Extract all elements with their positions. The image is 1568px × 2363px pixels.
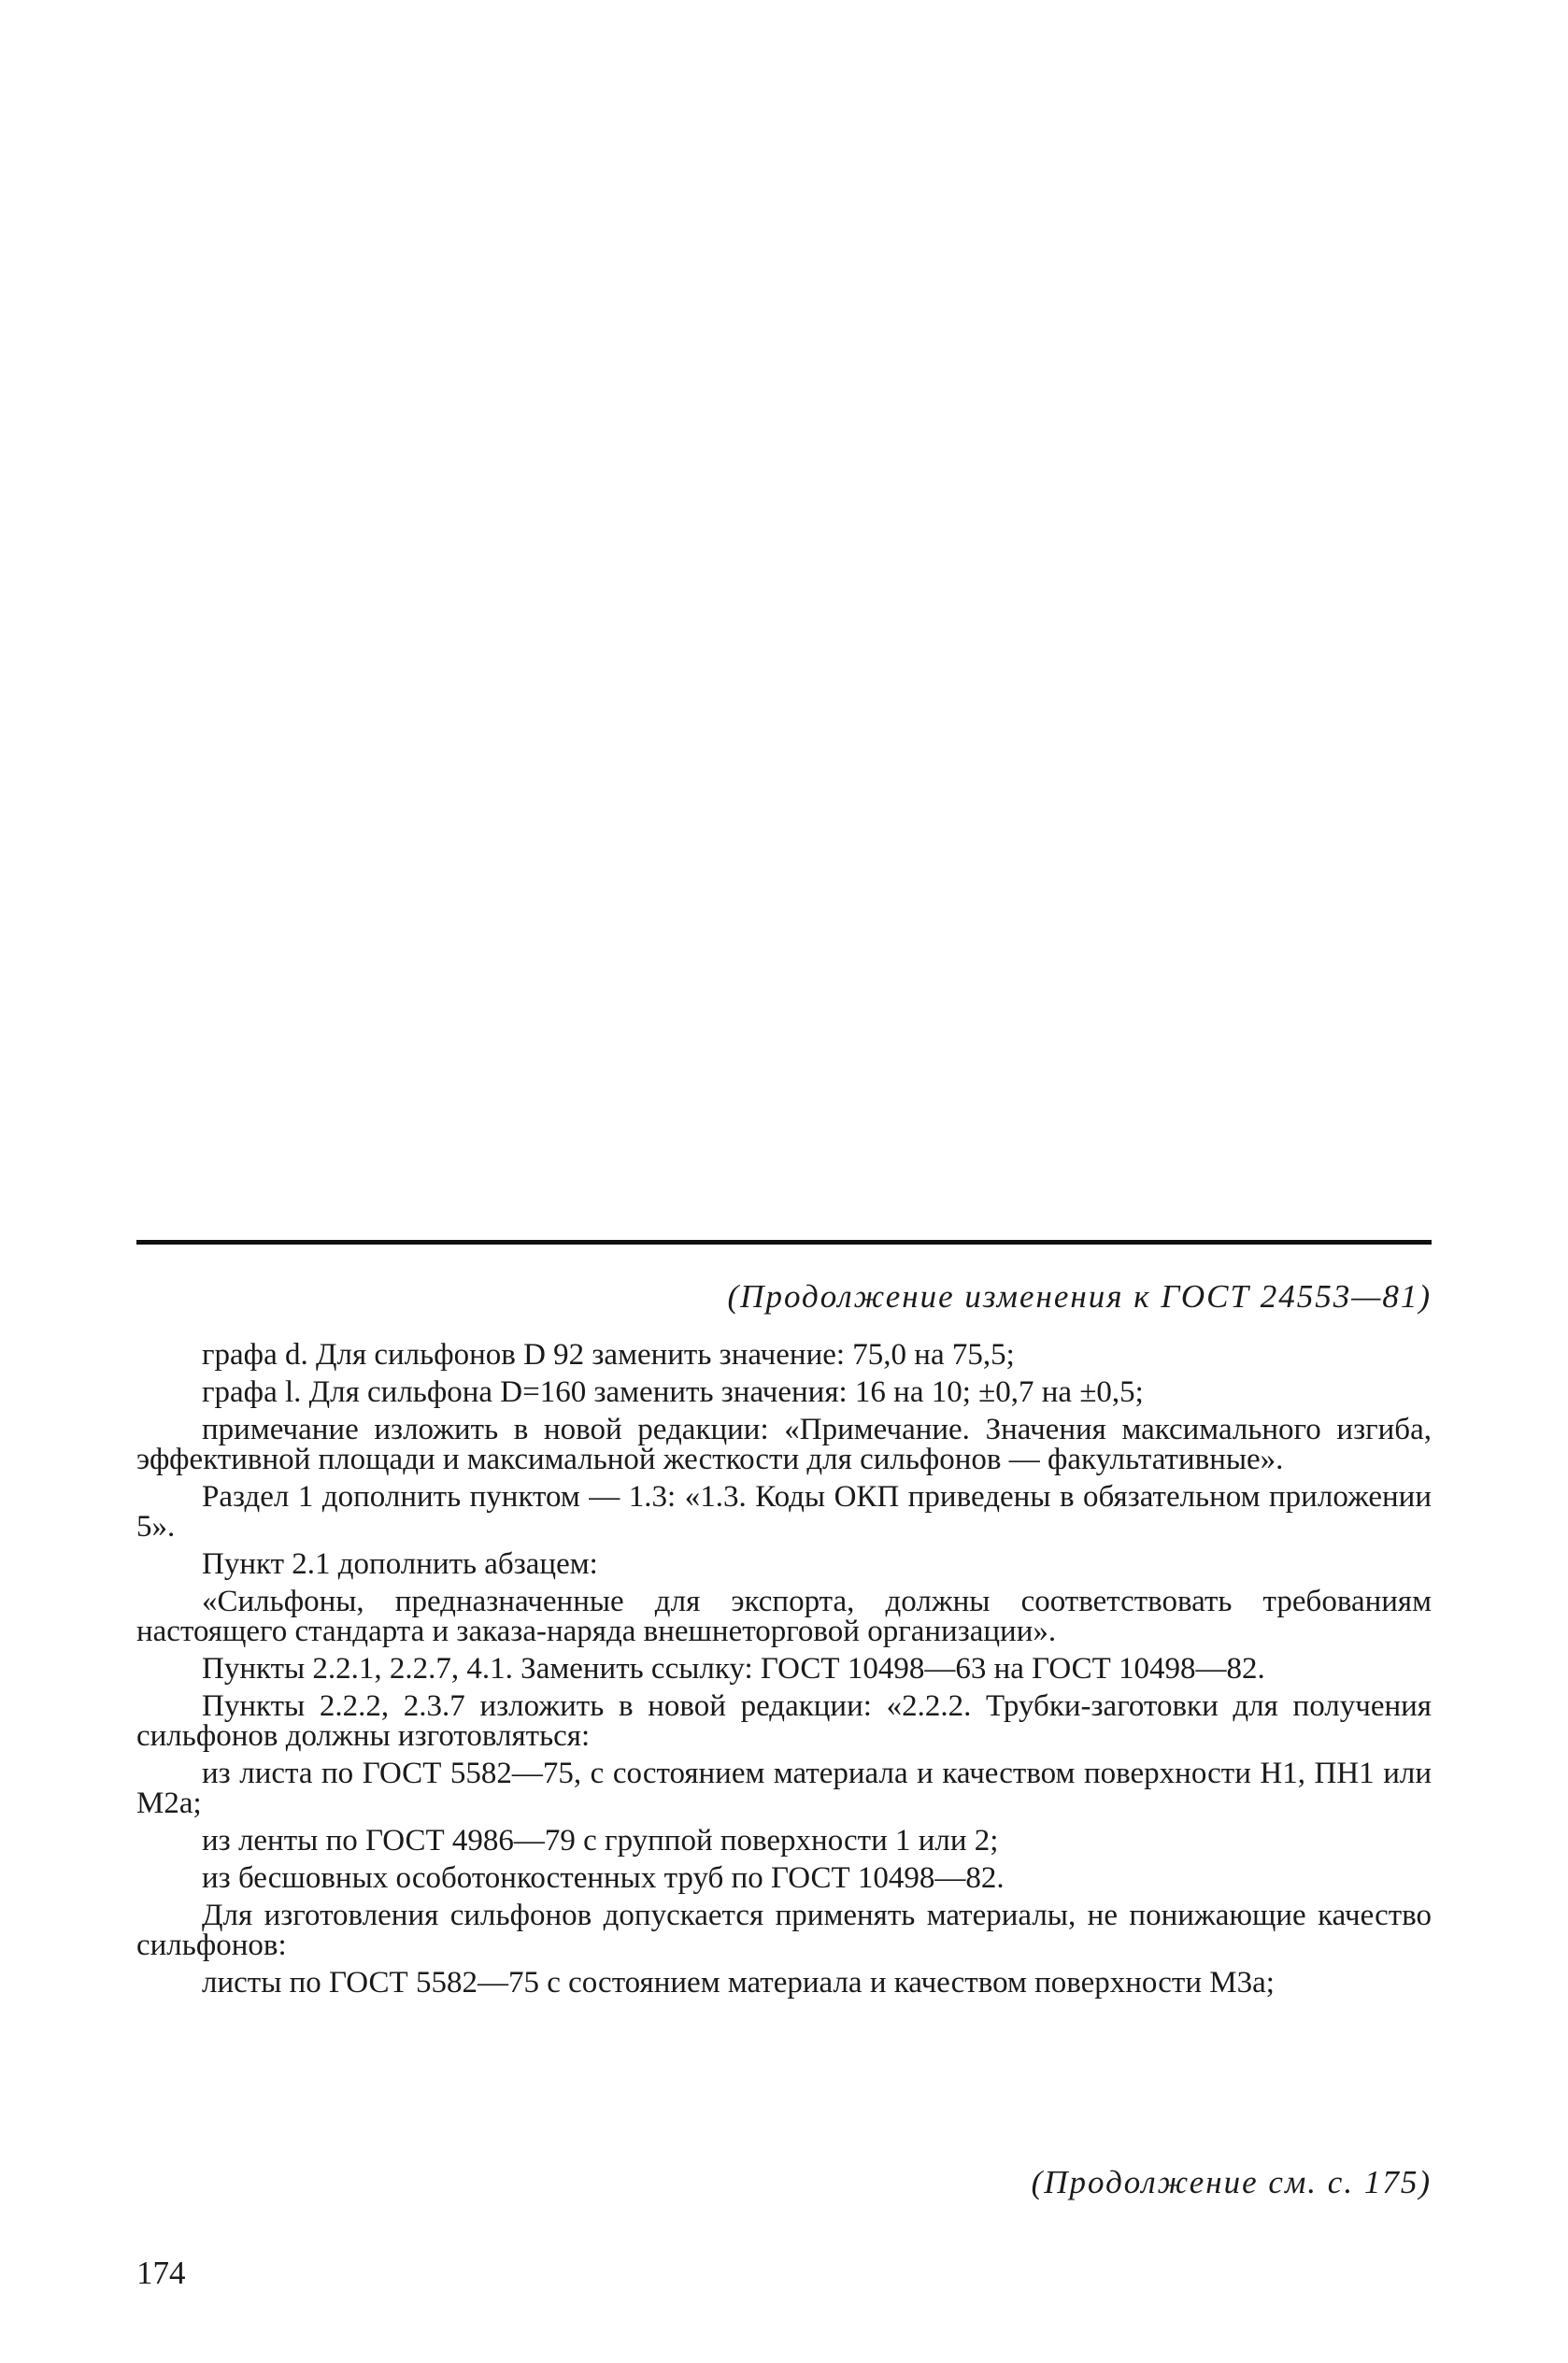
body-text	[136, 1340, 1432, 2005]
paragraph-note-edit: примечание изложить в новой редакции: «Примечание. Значения максимального изгиба, эффективной площади и максимальной жесткости для сильфонов — факультативные».	[136, 1413, 1432, 1476]
paragraph-grafa-d: графа d. Для сильфонов D 92 заменить значение: 75,0 на 75,5;	[202, 1338, 1015, 1372]
page-number: 174	[136, 2255, 186, 2291]
top-horizontal-rule	[136, 1240, 1432, 1245]
paragraph-grafa-l: графа l. Для сильфона D=160 заменить значения: 16 на 10; ±0,7 на ±0,5;	[202, 1375, 1144, 1409]
continuation-header: (Продолжение изменения к ГОСТ 24553—81)	[727, 1278, 1432, 1315]
paragraph-items-replace-ref: Пункты 2.2.1, 2.2.7, 4.1. Заменить ссылку: ГОСТ 10498—63 на ГОСТ 10498—82.	[202, 1652, 1265, 1686]
paragraph-materials: Для изготовления сильфонов допускается применять материалы, не понижающие качество сильфонов:	[136, 1899, 1432, 1962]
paragraph-sheets-m3a: листы по ГОСТ 5582—75 с состоянием материала и качеством поверхности М3а;	[202, 1966, 1275, 2000]
paragraph-export-quote: «Сильфоны, предназначенные для экспорта, должны соответствовать требованиям настоящего стандарта и заказа-наряда внешнеторговой организации».	[136, 1585, 1432, 1648]
paragraph-items-2-2-2: Пункты 2.2.2, 2.3.7 изложить в новой редакции: «2.2.2. Трубки-заготовки для получения сильфонов должны изготовляться:	[136, 1689, 1432, 1753]
paragraph-item-2-1: Пункт 2.1 дополнить абзацем:	[202, 1547, 598, 1581]
paragraph-from-sheet: из листа по ГОСТ 5582—75, с состоянием материала и качеством поверхности Н1, ПН1 или М2а;	[136, 1757, 1432, 1820]
paragraph-from-tubes: из бесшовных особотонкостенных труб по ГОСТ 10498—82.	[202, 1861, 1005, 1895]
continuation-footer: (Продолжение см. с. 175)	[1031, 2164, 1432, 2200]
paragraph-from-tape: из ленты по ГОСТ 4986—79 с группой поверхности 1 или 2;	[202, 1824, 999, 1858]
paragraph-section-1: Раздел 1 дополнить пунктом — 1.3: «1.3. Коды ОКП приведены в обязательном приложении 5».	[136, 1480, 1432, 1544]
